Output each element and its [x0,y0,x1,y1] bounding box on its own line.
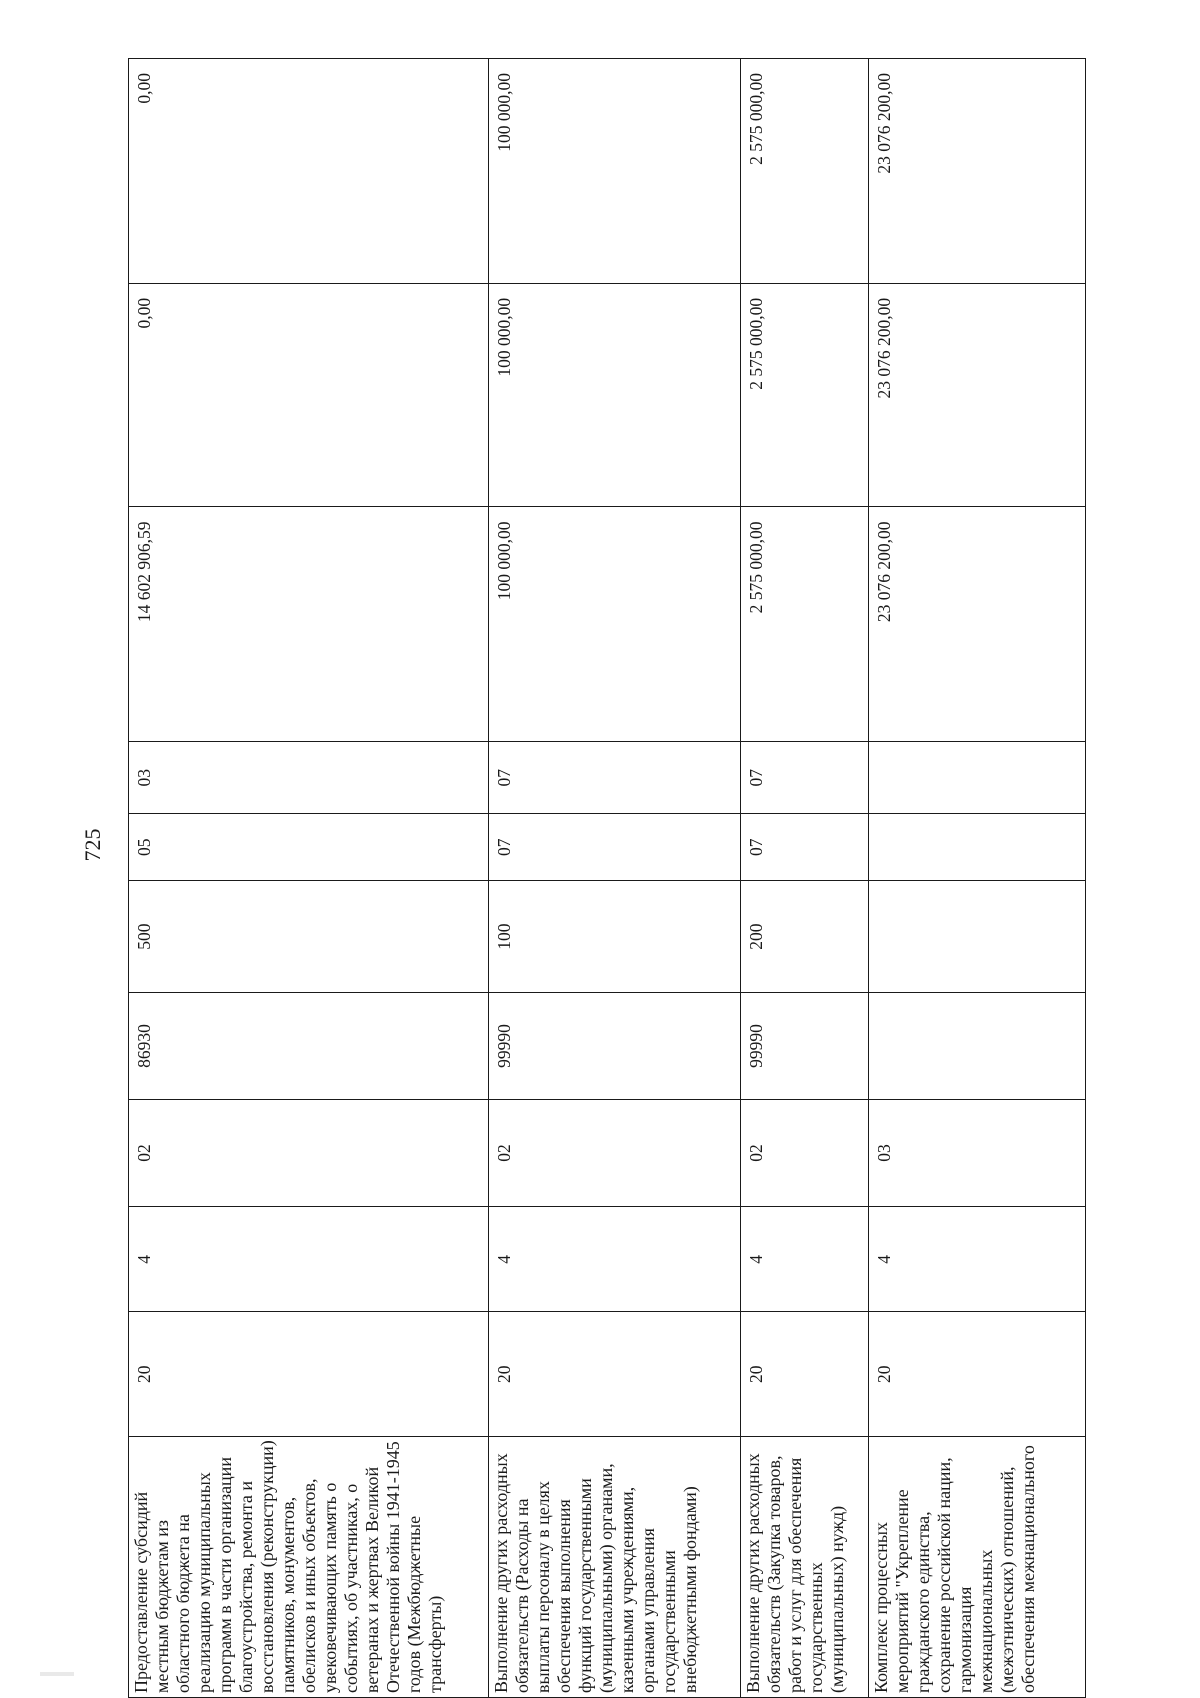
code-cell: 03 [129,741,489,814]
code-cell: 20 [869,1312,1086,1436]
code-cell [869,880,1086,992]
code-cell: 500 [129,880,489,992]
code-cell: 4 [741,1207,869,1312]
code-cell: 05 [129,814,489,880]
amount-cell: 2 575 000,00 [741,59,869,284]
table-row [869,59,1086,1698]
row-description: Выполнение других расходных обязательств (Закупка товаров, работ и услуг для обеспечения государственных (муниципальных) нужд) [741,1436,869,1697]
amount-cell: 23 076 200,00 [869,507,1086,741]
code-cell: 02 [129,1099,489,1207]
amount-cell: 100 000,00 [489,507,741,741]
amount-cell: 2 575 000,00 [741,283,869,507]
budget-table-rotated [128,58,1085,1698]
code-cell: 02 [741,1099,869,1207]
amount-cell: 0,00 [129,283,489,507]
scan-artifact [40,1672,74,1676]
code-cell: 99990 [741,993,869,1099]
row-description: Комплекс процессных мероприятий "Укрепление гражданского единства, сохранение российской нации, гармонизация межнациональных (межэтнических) отношений, обеспечения межнационального [869,1436,1086,1697]
amount-cell: 0,00 [129,59,489,284]
row-description: Выполнение других расходных обязательств (Расходы на выплаты персоналу в целях обеспечения выполнения функций государственными (муниципальными) органами, казенными учреждениями, органами управления государственными внебюджетными фондами) [489,1436,741,1697]
page-number: 725 [80,828,105,862]
code-cell: 4 [129,1207,489,1312]
table-row [489,59,741,1698]
code-cell: 4 [489,1207,741,1312]
table-row [741,59,869,1698]
code-cell: 20 [489,1312,741,1436]
amount-cell: 2 575 000,00 [741,507,869,741]
code-cell [869,993,1086,1099]
code-cell: 4 [869,1207,1086,1312]
code-cell: 07 [489,814,741,880]
code-cell: 02 [489,1099,741,1207]
code-cell: 20 [129,1312,489,1436]
code-cell [869,741,1086,814]
amount-cell: 100 000,00 [489,59,741,284]
code-cell: 20 [741,1312,869,1436]
amount-cell: 14 602 906,59 [129,507,489,741]
amount-cell: 100 000,00 [489,283,741,507]
amount-cell: 23 076 200,00 [869,59,1086,284]
amount-cell: 23 076 200,00 [869,283,1086,507]
budget-table [128,58,1086,1698]
code-cell [869,814,1086,880]
row-description: Предоставление субсидий местным бюджетам из областного бюджета на реализацию муниципальных программ в части организации благоустройства, ремонта и восстановления (реконструкции) памятников, монументов, обелисков и иных объектов, увековечивающих память о событиях, об участниках, о ветеранах и жертвах Великой Отечественной войны 1941-1945 годов (Межбюджетные трансферты) [129,1436,489,1697]
table-row [129,59,489,1698]
code-cell: 07 [741,814,869,880]
code-cell: 99990 [489,993,741,1099]
code-cell: 07 [741,741,869,814]
code-cell: 86930 [129,993,489,1099]
code-cell: 100 [489,880,741,992]
code-cell: 200 [741,880,869,992]
code-cell: 03 [869,1099,1086,1207]
code-cell: 07 [489,741,741,814]
